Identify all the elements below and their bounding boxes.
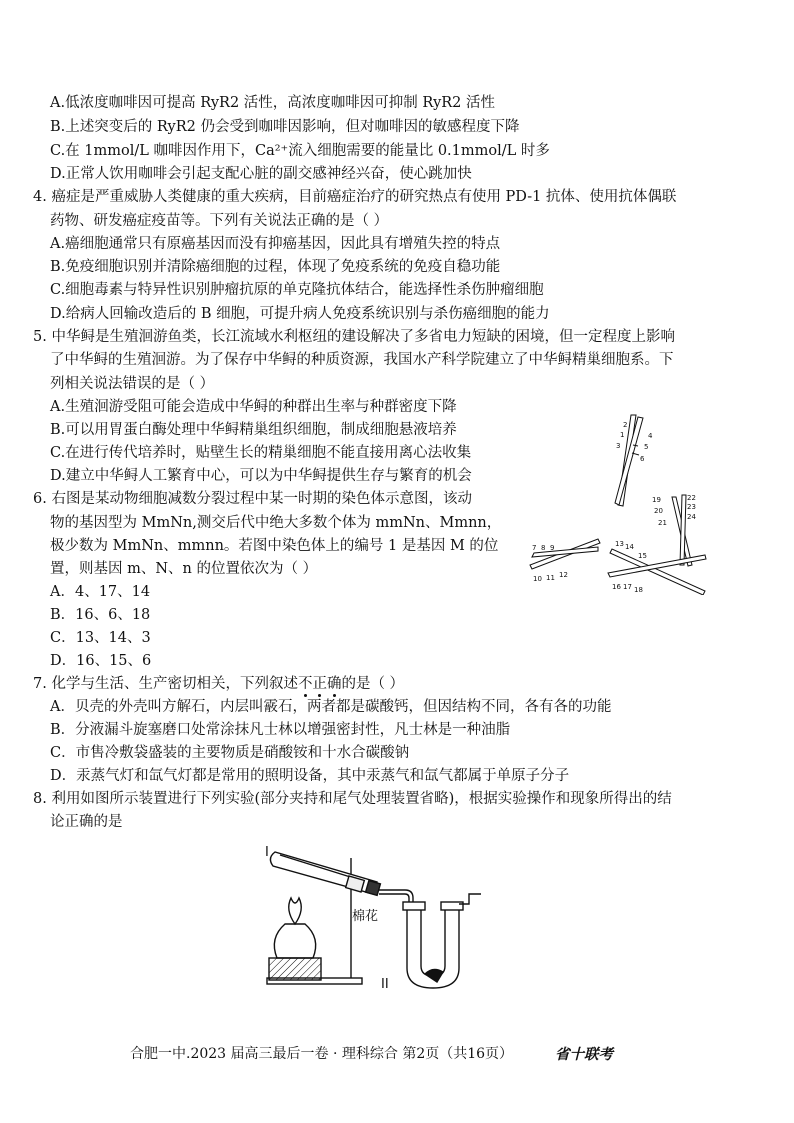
q5-option-a: A.生殖洄游受阻可能会造成中华鲟的种群出生率与种群密度下降 bbox=[50, 399, 457, 415]
gene-label-10: 10 bbox=[533, 575, 542, 583]
chromosome-gene-labels bbox=[532, 421, 696, 594]
chromosome-figure bbox=[520, 405, 720, 595]
gene-label-1: 1 bbox=[620, 431, 625, 439]
q6-option-b: B．16、6、18 bbox=[50, 607, 151, 623]
apparatus-figure bbox=[255, 838, 515, 993]
alcohol-lamp bbox=[274, 924, 315, 958]
q4-option-d: D.给病人回输改造后的 B 细胞，可提升病人免疫系统识别与杀伤癌细胞的能力 bbox=[50, 306, 550, 322]
footer-brand: 省十联考 bbox=[555, 1046, 613, 1063]
stopper bbox=[366, 881, 381, 896]
q8-stem-line1: 8. 利用如图所示装置进行下列实验(部分夹持和尾气处理装置省略)，根据实验操作和现象所得出的结 bbox=[33, 791, 672, 807]
gene-label-16: 16 bbox=[612, 583, 621, 591]
q6-option-d: D．16、15、6 bbox=[50, 653, 152, 669]
q5-option-d: D.建立中华鲟人工繁育中心，可以为中华鲟提供生存与繁育的机会 bbox=[50, 468, 472, 484]
gene-label-5: 5 bbox=[644, 443, 649, 451]
q6-stem-line2: 物的基因型为 MmNn,测交后代中绝大多数个体为 mmNn、Mmnn， bbox=[50, 515, 502, 531]
q4-stem-line1: 4. 癌症是严重威胁人类健康的重大疾病，目前癌症治疗的研究热点有使用 PD-1 抗体、使用抗体偶联 bbox=[33, 189, 677, 205]
gene-label-9: 9 bbox=[550, 544, 555, 552]
q8-stem-line2: 论正确的是 bbox=[50, 814, 123, 830]
gene-label-15: 15 bbox=[638, 552, 647, 560]
gene-label-21: 21 bbox=[658, 519, 667, 527]
gene-label-24: 24 bbox=[687, 513, 696, 521]
q4-option-c: C.细胞毒素与特异性识别肿瘤抗原的单克隆抗体结合，能选择性杀伤肿瘤细胞 bbox=[50, 282, 544, 298]
gene-label-19: 19 bbox=[652, 496, 661, 504]
lamp-block bbox=[269, 958, 321, 980]
gene-label-3: 3 bbox=[616, 442, 621, 450]
q7-stem-post: 的是（ ） bbox=[341, 676, 405, 692]
q6-option-a: A．4、17、14 bbox=[50, 584, 151, 600]
q4-option-a: A.癌细胞通常只有原癌基因而没有抑癌基因，因此具有增殖失控的特点 bbox=[50, 236, 501, 252]
gene-label-4: 4 bbox=[648, 432, 653, 440]
gene-label-23: 23 bbox=[687, 503, 696, 511]
q6-option-c: C．13、14、3 bbox=[50, 630, 151, 646]
gene-label-17: 17 bbox=[623, 583, 632, 591]
q5-stem-line3: 列相关说法错误的是（ ） bbox=[50, 376, 215, 392]
gene-label-22: 22 bbox=[687, 494, 696, 502]
q5-option-b: B.可以用胃蛋白酶处理中华鲟精巢组织细胞，制成细胞悬液培养 bbox=[50, 422, 457, 438]
q7-option-d: D．汞蒸气灯和氙气灯都是常用的照明设备，其中汞蒸气和氙气都属于单原子分子 bbox=[50, 768, 570, 784]
q5-option-c: C.在进行传代培养时，贴壁生长的精巢细胞不能直接用离心法收集 bbox=[50, 445, 472, 461]
gene-label-7: 7 bbox=[532, 544, 537, 552]
gene-label-11: 11 bbox=[546, 574, 555, 582]
page-footer bbox=[130, 1043, 613, 1063]
q7-option-a: A．贝壳的外壳叫方解石，内层叫霰石，两者都是碳酸钙，但因结构不同，各有各的功能 bbox=[50, 699, 612, 715]
q3-option-c: C.在 1mmol/L 咖啡因作用下，Ca²⁺流入细胞需要的能量比 0.1mmol/L 时多 bbox=[50, 143, 550, 159]
gene-label-14: 14 bbox=[625, 543, 634, 551]
q5-stem-line1: 5. 中华鲟是生殖洄游鱼类，长江流域水利枢纽的建设解决了多省电力短缺的困境，但一定程度上影响 bbox=[33, 329, 675, 345]
q7-stem-pre: 7. 化学与生活、生产密切相关，下列叙述 bbox=[33, 676, 298, 692]
q6-stem-line1: 6. 右图是某动物细胞减数分裂过程中某一时期的染色体示意图，该动 bbox=[33, 491, 472, 507]
label-tube-i: I bbox=[265, 845, 269, 860]
q3-option-d: D.正常人饮用咖啡会引起支配心脏的副交感神经兴奋，使心跳加快 bbox=[50, 166, 472, 182]
gene-label-13: 13 bbox=[615, 540, 624, 548]
q7-stem-em-1: 不 bbox=[297, 676, 313, 692]
gene-label-20: 20 bbox=[654, 507, 663, 515]
q7-stem bbox=[33, 674, 404, 694]
gene-label-12: 12 bbox=[559, 571, 568, 579]
flame bbox=[289, 898, 302, 924]
q6-stem-line3: 极少数为 MmNn、mmnn。若图中染色体上的编号 1 是基因 M 的位 bbox=[50, 538, 499, 554]
q4-option-b: B.免疫细胞识别并清除癌细胞的过程，体现了免疫系统的免疫自稳功能 bbox=[50, 259, 501, 275]
footer-text: 合肥一中.2023 届高三最后一卷 · 理科综合 第2页（共16页） bbox=[130, 1046, 514, 1062]
gene-label-18: 18 bbox=[634, 586, 643, 594]
label-utube-ii: II bbox=[381, 977, 389, 992]
gene-label-2: 2 bbox=[623, 421, 628, 429]
q3-option-a: A.低浓度咖啡因可提高 RyR2 活性，高浓度咖啡因可抑制 RyR2 活性 bbox=[50, 95, 496, 111]
q7-option-c: C．市售冷敷袋盛装的主要物质是硝酸铵和十水合碳酸钠 bbox=[50, 745, 410, 761]
gene-label-8: 8 bbox=[541, 544, 546, 552]
q3-option-b: B.上述突变后的 RyR2 仍会受到咖啡因影响，但对咖啡因的敏感程度下降 bbox=[50, 119, 520, 135]
q7-option-b: B．分液漏斗旋塞磨口处常涂抹凡士林以增强密封性，凡士林是一种油脂 bbox=[50, 722, 511, 738]
q5-stem-line2: 了中华鲟的生殖洄游。为了保存中华鲟的种质资源，我国水产科学院建立了中华鲟精巢细胞系。下 bbox=[50, 352, 674, 368]
q7-stem-em-3: 确 bbox=[326, 676, 342, 692]
gene-label-6: 6 bbox=[640, 455, 645, 463]
q6-stem-line4: 置，则基因 m、N、n 的位置依次为（ ） bbox=[50, 561, 318, 577]
q4-stem-line2: 药物、研发癌症疫苗等。下列有关说法正确的是（ ） bbox=[50, 213, 389, 229]
label-cotton: 棉花 bbox=[352, 909, 379, 924]
q7-stem-em-2: 正 bbox=[312, 676, 327, 692]
